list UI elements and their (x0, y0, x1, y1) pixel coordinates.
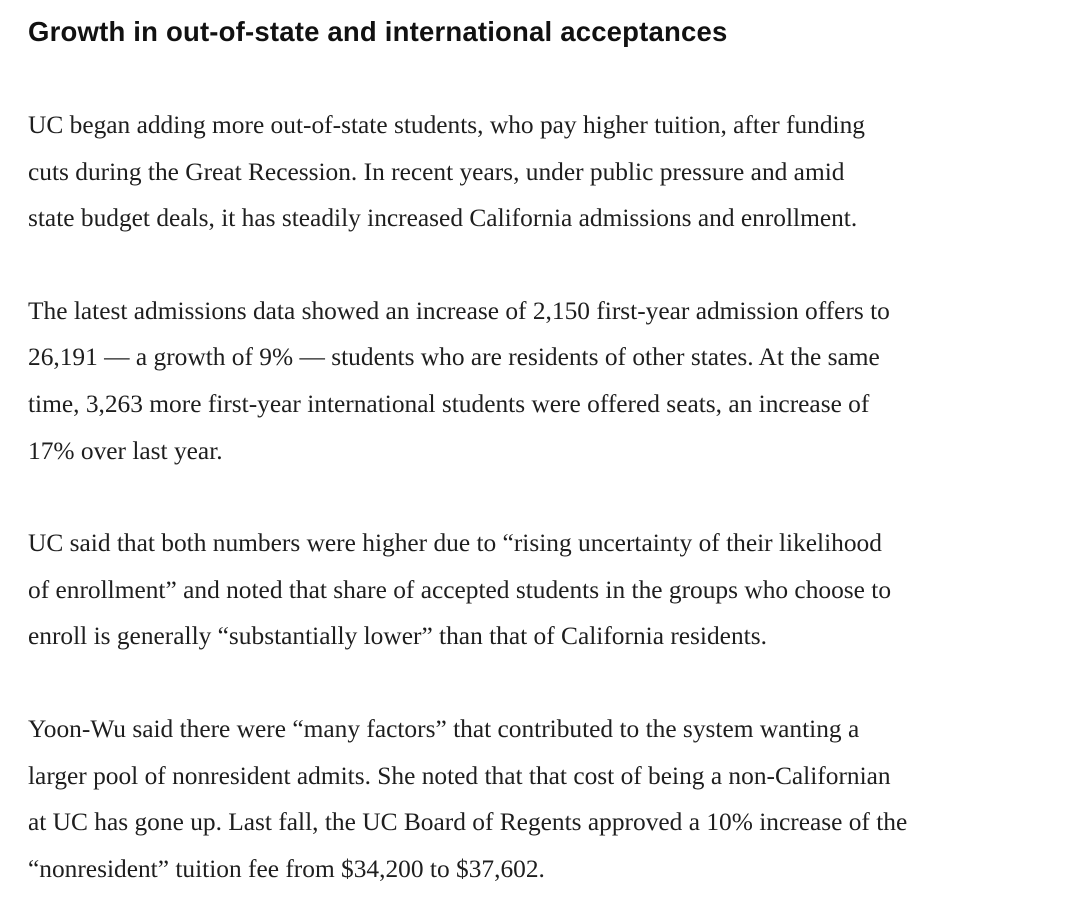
paragraph-line: time, 3,263 more first-year international students were offered seats, an increase of (28, 389, 870, 418)
paragraph-line: 17% over last year. (28, 436, 223, 465)
paragraph-line: “nonresident” tuition fee from $34,200 to $37,602. (28, 854, 545, 883)
section-heading: Growth in out-of-state and international acceptances (28, 16, 728, 47)
paragraph-line: larger pool of nonresident admits. She noted that that cost of being a non-Californian (28, 761, 891, 790)
paragraph-1 (28, 102, 1068, 242)
paragraph-line: UC began adding more out-of-state students, who pay higher tuition, after funding (28, 111, 865, 139)
paragraph-line: state budget deals, it has steadily increased California admissions and enrollment. (28, 204, 858, 233)
paragraph-line: The latest admissions data showed an increase of 2,150 first-year admission offers to (28, 296, 890, 325)
paragraph-line: enroll is generally “substantially lower” than that of California residents. (28, 622, 767, 651)
paragraph-4 (28, 706, 1068, 892)
paragraph-line: UC said that both numbers were higher due to “rising uncertainty of their likelihood (28, 529, 882, 558)
article-body (28, 0, 1068, 892)
paragraph-3 (28, 520, 1068, 660)
paragraph-line: cuts during the Great Recession. In recent years, under public pressure and amid (28, 157, 845, 186)
paragraph-line: 26,191 — a growth of 9% — students who are residents of other states. At the same (28, 343, 880, 372)
paragraph-line: of enrollment” and noted that share of accepted students in the groups who choose to (28, 575, 892, 604)
paragraph-2 (28, 288, 1068, 474)
paragraph-line: at UC has gone up. Last fall, the UC Board of Regents approved a 10% increase of the (28, 808, 908, 837)
paragraph-line: Yoon-Wu said there were “many factors” that contributed to the system wanting a (28, 714, 860, 743)
